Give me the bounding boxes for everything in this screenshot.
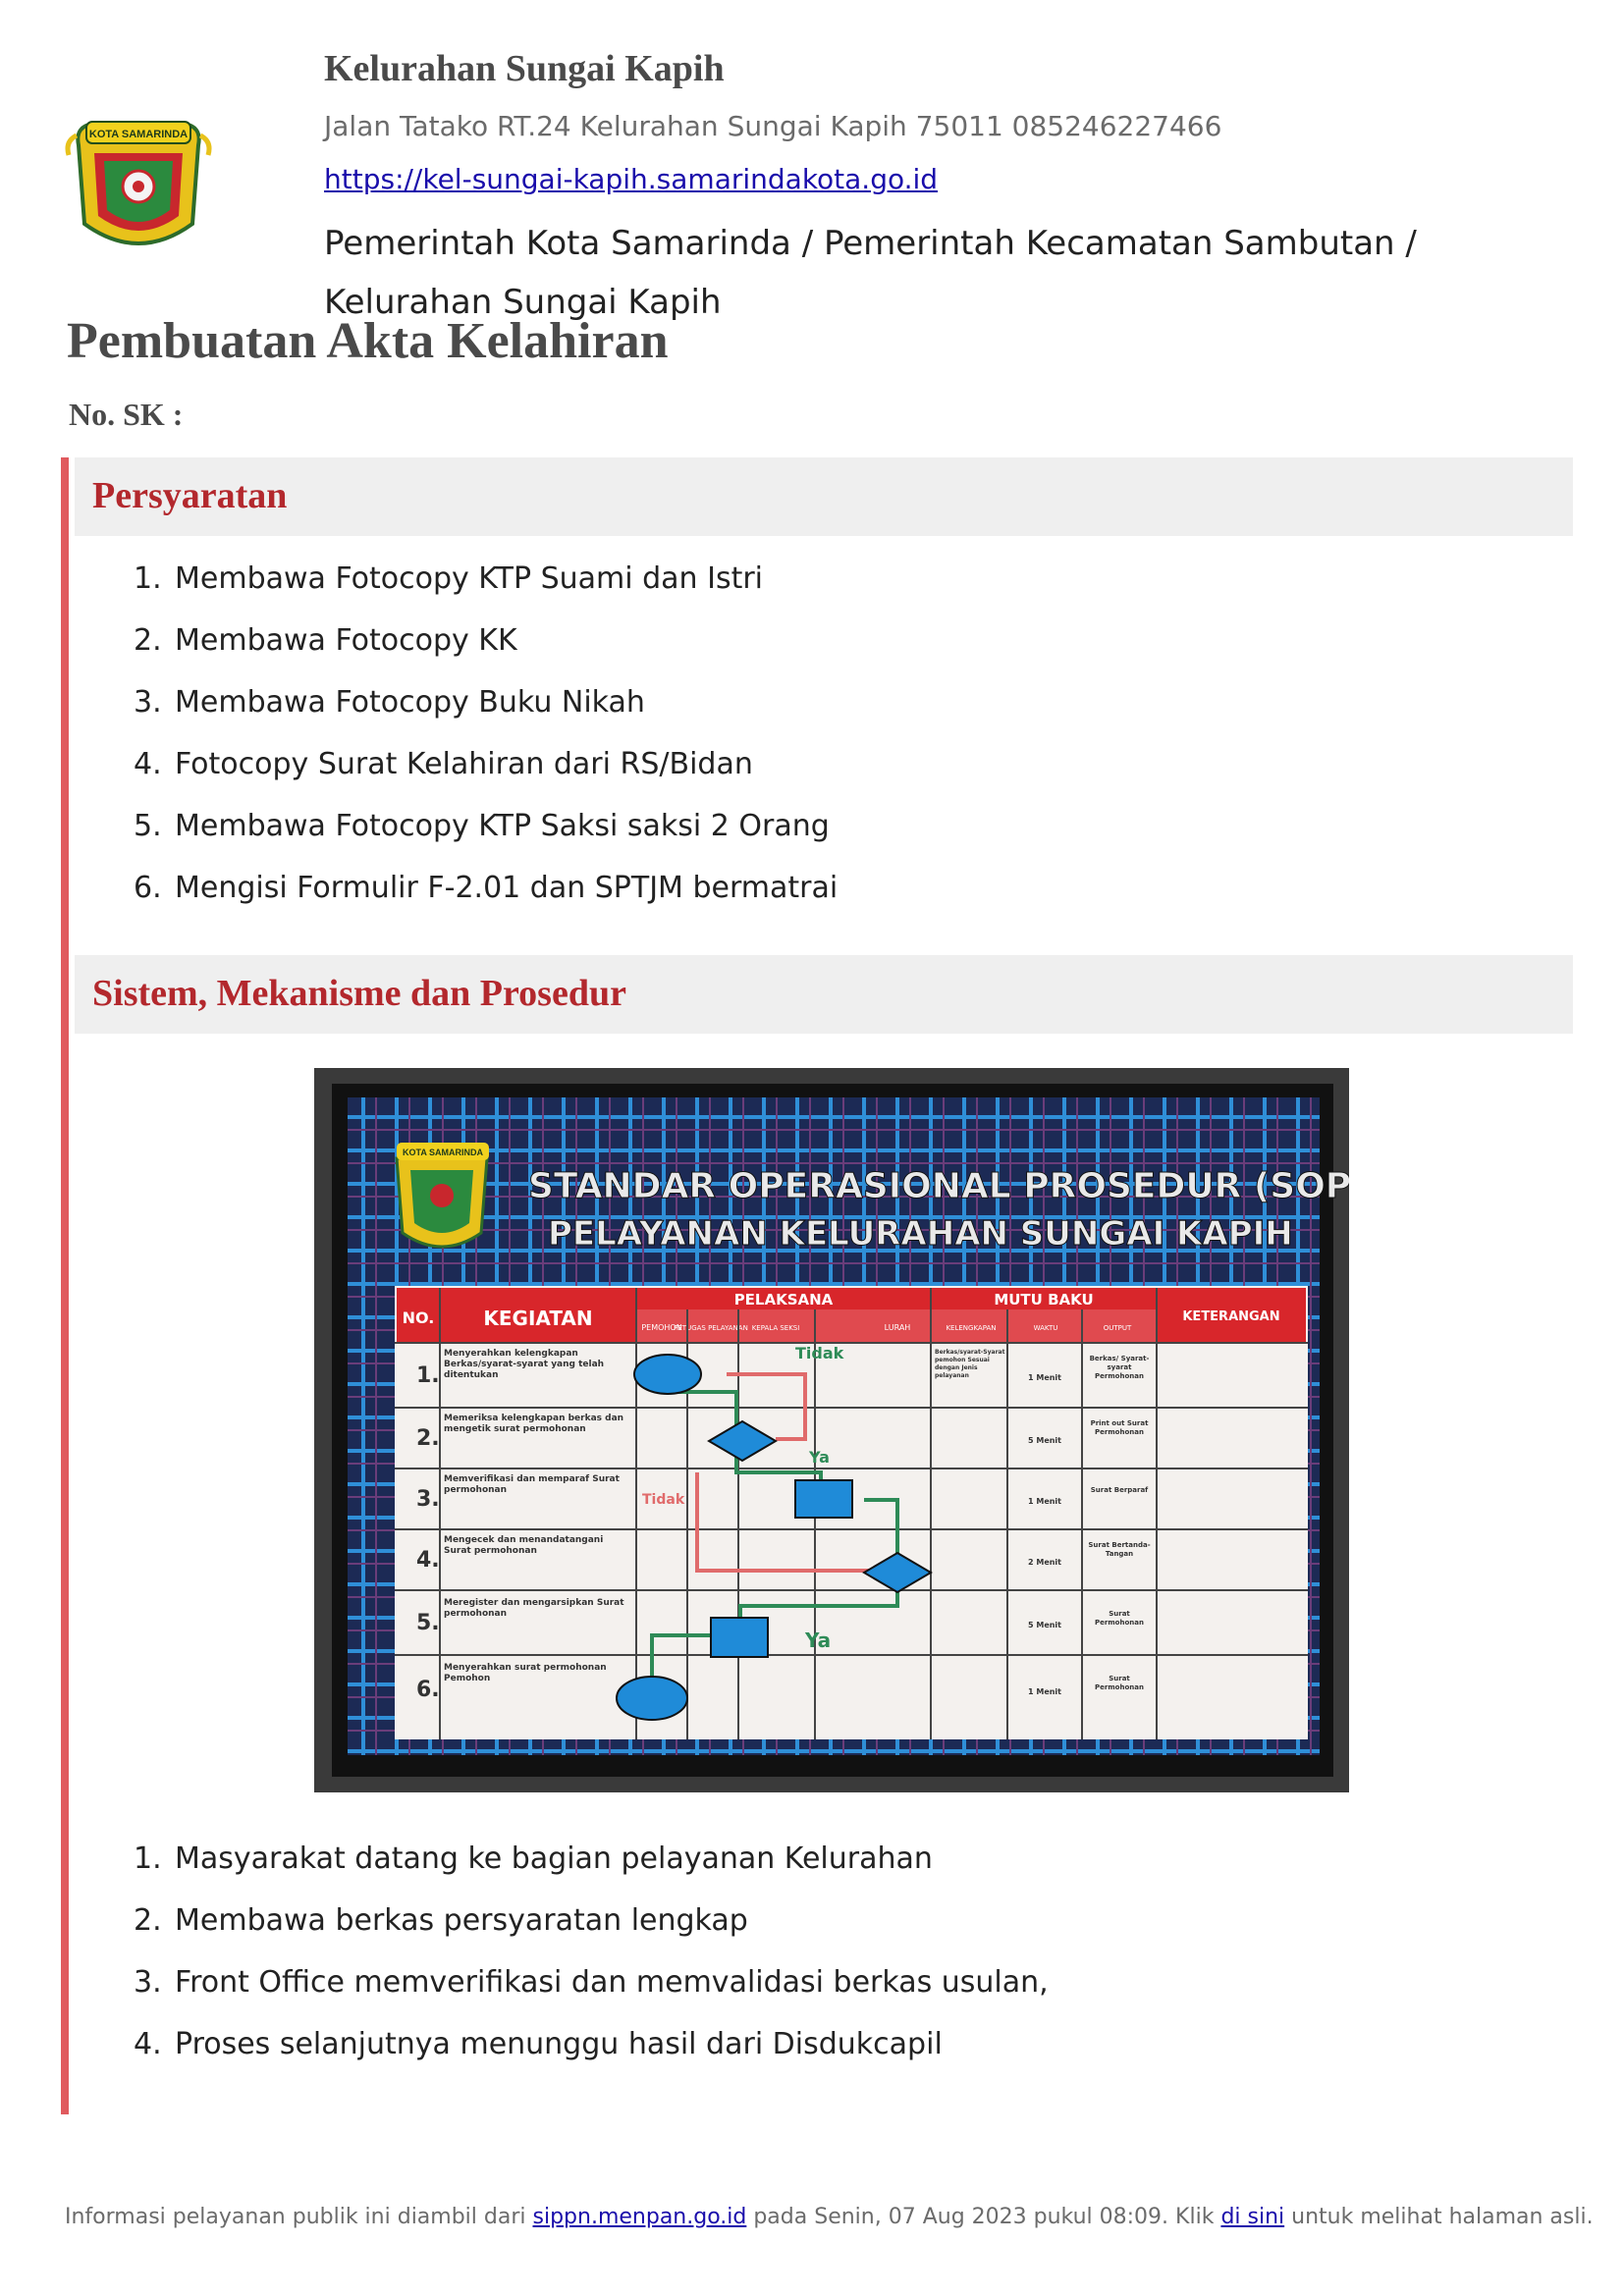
organization-address: Jalan Tatako RT.24 Kelurahan Sungai Kapih 75011 085246227466 — [324, 110, 1222, 142]
svg-text:1 Menit: 1 Menit — [1028, 1687, 1061, 1696]
svg-text:Ya: Ya — [809, 1448, 830, 1467]
svg-text:PELAKSANA: PELAKSANA — [733, 1291, 834, 1308]
board-logo — [397, 1143, 489, 1247]
sop-board-illustration: KOTA SAMARINDA STANDAR OPERASIONAL PROSEDUR (SOP) PELAYANAN KELURAHAN SUNGAI KAPIH NO. KEGIATAN PELAKSANA MUTU BAKU KETERANGAN PEMOHON PETUGAS PELAYANAN KEPALA SEKSI LURAH KELENGKAPAN WAKTU OUTPUT 1. 2. 3. 4. 5. 6. Menyerahkan kelengkapan Berkas/syarat-syarat yang telah ditentukan Memeriksa kelengkapan berkas dan mengetik surat permohonan Memverifikasi dan memparaf Surat permohonan Mengecek dan menandatangani Surat permohonan Meregister dan mengarsipkan Surat permohonan Menyerahkan surat permohonan Pemohon Berkas/syarat-Syarat pemohon Sesuai dengan Jenis pelayanan 1 Menit 5 Menit 1 Menit 2 Menit 5 Menit 1 Menit Berkas/ Syarat-syarat Permohonan Print out Surat Permohonan Surat Berparaf Surat Bertanda-Tangan Surat Permohonan Surat Permohonan Tidak Tidak Ya Ya — [314, 1068, 1349, 1792]
svg-text:PETUGAS PELAYANAN: PETUGAS PELAYANAN — [674, 1324, 748, 1332]
government-hierarchy: Pemerintah Kota Samarinda / Pemerintah Kecamatan Sambutan / Kelurahan Sungai Kapih — [324, 224, 1417, 322]
svg-text:WAKTU: WAKTU — [1033, 1324, 1058, 1332]
svg-text:5 Menit: 5 Menit — [1028, 1436, 1061, 1445]
svg-text:KOTA SAMARINDA: KOTA SAMARINDA — [403, 1148, 483, 1157]
original-page-link[interactable]: di sini — [1220, 2205, 1285, 2229]
svg-text:KELENGKAPAN: KELENGKAPAN — [946, 1324, 997, 1332]
svg-text:KETERANGAN: KETERANGAN — [1182, 1309, 1280, 1324]
page-title: Pembuatan Akta Kelahiran — [67, 313, 669, 369]
website-link[interactable]: https://kel-sungai-kapih.samarindakota.go.id — [324, 163, 939, 195]
svg-text:Ya: Ya — [805, 1629, 832, 1652]
section-title-prosedur: Sistem, Mekanisme dan Prosedur — [92, 973, 626, 1014]
svg-text:KEGIATAN: KEGIATAN — [483, 1307, 593, 1330]
svg-text:1 Menit: 1 Menit — [1028, 1373, 1061, 1382]
svg-text:Tidak: Tidak — [795, 1344, 844, 1362]
svg-text:4.: 4. — [416, 1548, 440, 1573]
svg-text:LURAH: LURAH — [884, 1323, 911, 1332]
section-header-prosedur — [75, 955, 1573, 1034]
footer-prefix: Informasi pelayanan publik ini diambil dari — [65, 2205, 526, 2229]
sk-number-label: No. SK : — [69, 397, 184, 432]
svg-text:PEMOHON: PEMOHON — [641, 1323, 682, 1332]
svg-text:2 Menit: 2 Menit — [1028, 1558, 1061, 1567]
svg-text:1.: 1. — [416, 1363, 440, 1388]
organization-name: Kelurahan Sungai Kapih — [324, 48, 725, 89]
source-link[interactable]: sippn.menpan.go.id — [532, 2205, 747, 2229]
svg-text:6.: 6. — [416, 1678, 440, 1702]
svg-text:PELAYANAN KELURAHAN SUNGAI KAP: PELAYANAN KELURAHAN SUNGAI KAPIH — [548, 1214, 1293, 1254]
svg-text:5.: 5. — [416, 1611, 440, 1635]
svg-text:2.: 2. — [416, 1426, 440, 1451]
footer-suffix: untuk melihat halaman asli. — [1291, 2205, 1594, 2229]
section-header-persyaratan — [75, 457, 1573, 536]
sop-board-photo — [314, 1068, 1349, 1792]
svg-text:1 Menit: 1 Menit — [1028, 1497, 1061, 1506]
svg-text:5 Menit: 5 Menit — [1028, 1621, 1061, 1629]
content-accent-bar — [61, 457, 69, 2114]
svg-text:MUTU BAKU: MUTU BAKU — [994, 1291, 1094, 1308]
svg-text:Tidak: Tidak — [642, 1492, 685, 1508]
city-emblem-logo — [65, 106, 212, 259]
svg-text:3.: 3. — [416, 1487, 440, 1512]
footer-note — [65, 2205, 1594, 2229]
svg-text:OUTPUT: OUTPUT — [1103, 1324, 1132, 1332]
svg-text:NO.: NO. — [402, 1308, 435, 1327]
svg-text:KOTA SAMARINDA: KOTA SAMARINDA — [88, 129, 189, 140]
svg-text:STANDAR OPERASIONAL PROSEDUR (: STANDAR OPERASIONAL PROSEDUR (SOP) — [528, 1166, 1349, 1206]
footer-middle: pada Senin, 07 Aug 2023 pukul 08:09. Klik — [753, 2205, 1215, 2229]
svg-text:KEPALA SEKSI: KEPALA SEKSI — [751, 1324, 800, 1332]
section-title-persyaratan: Persyaratan — [92, 475, 288, 516]
